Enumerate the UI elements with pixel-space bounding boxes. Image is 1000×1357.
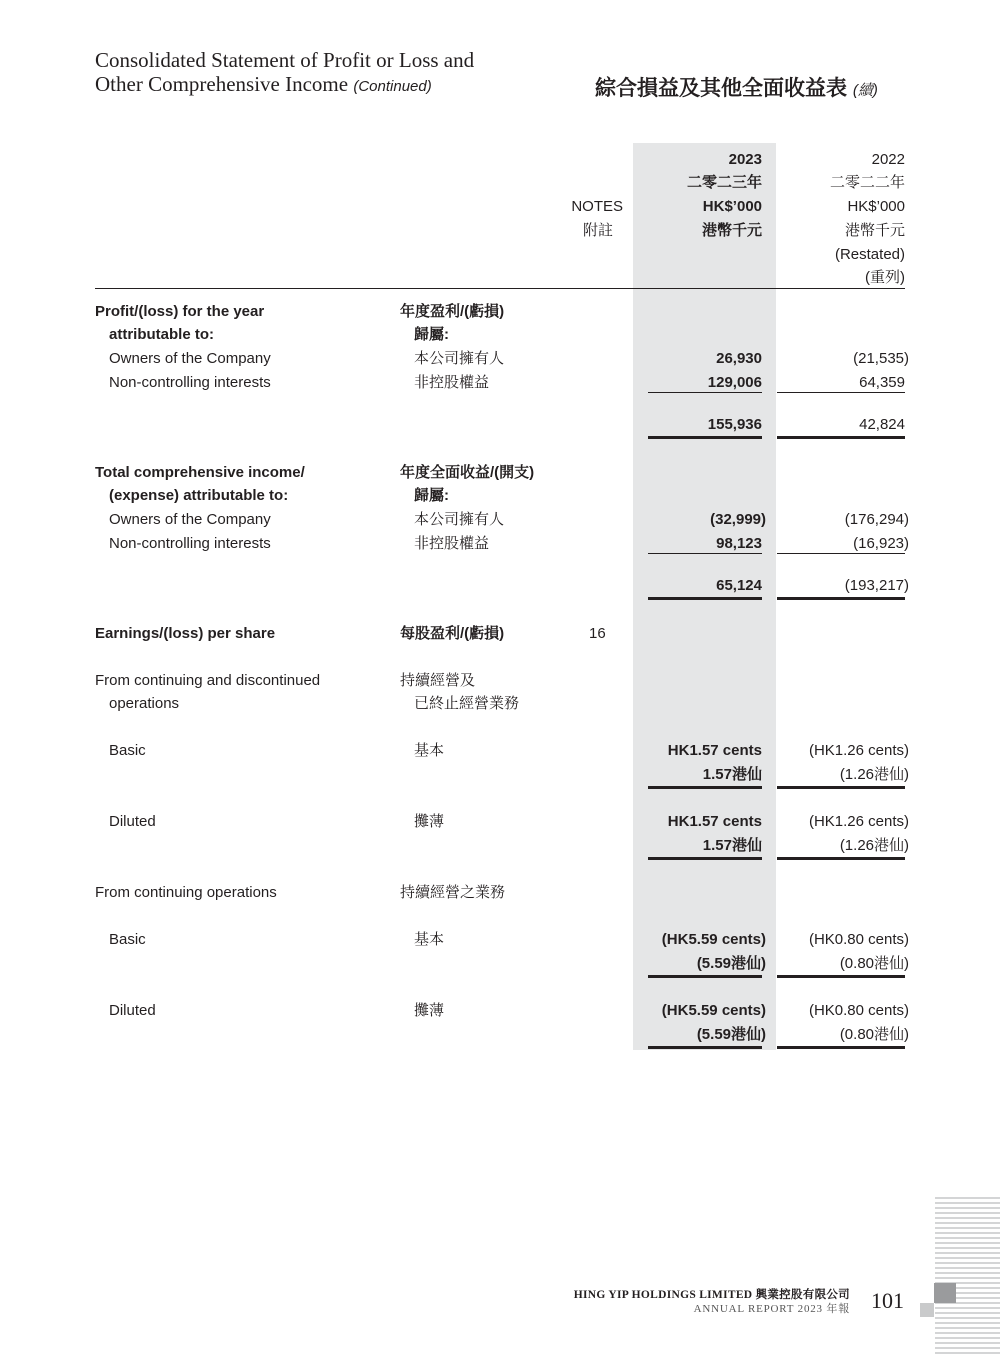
profit-total-2023: 155,936 bbox=[707, 416, 762, 433]
eps-cd-diluted-2022: (HK1.26 cents) bbox=[808, 813, 909, 830]
profit-total-2022: 42,824 bbox=[859, 416, 905, 433]
tci-nci-label-zh: 非控股權益 bbox=[414, 535, 490, 552]
eps-c-basic-2022: (HK0.80 cents) bbox=[808, 931, 909, 948]
profit-title-zh-2: 歸屬: bbox=[414, 326, 449, 343]
col-2022-unit-zh: 港幣千元 bbox=[844, 222, 905, 239]
eps-c-basic-label-en: Basic bbox=[109, 931, 146, 948]
tci-owners-2023: (32,999) bbox=[710, 511, 766, 528]
page-title-en bbox=[95, 48, 474, 99]
profit-title-en-1: Profit/(loss) for the year bbox=[95, 303, 265, 320]
tci-title-zh-2: 歸屬: bbox=[414, 487, 449, 504]
eps-c-basic-2023-zh: (5.59港仙) bbox=[696, 955, 766, 972]
eps-cd-basic-2022-zh: (1.26港仙) bbox=[839, 766, 909, 783]
notes-header: NOTES bbox=[571, 198, 623, 215]
profit-subtotal-rule-2022 bbox=[777, 392, 905, 393]
profit-owners-2022: (21,535) bbox=[853, 350, 909, 367]
eps-c-diluted-rule-2022 bbox=[777, 1046, 905, 1049]
tci-title-en-1: Total comprehensive income/ bbox=[95, 464, 305, 481]
tci-owners-label-en: Owners of the Company bbox=[109, 511, 271, 528]
eps-c-basic-2023: (HK5.59 cents) bbox=[661, 931, 766, 948]
header-rule bbox=[95, 288, 905, 289]
col-2022-restated: (Restated) bbox=[834, 246, 905, 263]
profit-nci-2023: 129,006 bbox=[707, 374, 762, 391]
profit-title-zh-1: 年度盈利/(虧損) bbox=[400, 303, 505, 320]
profit-nci-2022: 64,359 bbox=[859, 374, 905, 391]
eps-c-diluted-label-en: Diluted bbox=[109, 1002, 156, 1019]
tci-total-2022: (193,217) bbox=[844, 577, 909, 594]
eps-title-en: Earnings/(loss) per share bbox=[95, 625, 276, 642]
eps-cd-basic-2023-zh: 1.57港仙 bbox=[702, 766, 762, 783]
eps-cd-basic-rule-2023 bbox=[648, 786, 762, 789]
title-zh: 綜合損益及其他全面收益表 bbox=[595, 77, 847, 100]
eps-cd-basic-rule-2022 bbox=[777, 786, 905, 789]
profit-nci-label-zh: 非控股權益 bbox=[414, 374, 490, 391]
eps-c-diluted-2023-zh: (5.59港仙) bbox=[696, 1026, 766, 1043]
page-title-zh bbox=[595, 72, 878, 102]
tci-nci-2023: 98,123 bbox=[716, 535, 762, 552]
eps-title-zh: 每股盈利/(虧損) bbox=[400, 625, 505, 642]
eps-cd-diluted-2023-zh: 1.57港仙 bbox=[702, 837, 762, 854]
col-2022-unit: HK$’000 bbox=[847, 198, 905, 215]
eps-cd-diluted-rule-2022 bbox=[777, 857, 905, 860]
eps-note-ref: 16 bbox=[589, 625, 606, 642]
decorative-square-dark bbox=[934, 1283, 956, 1303]
eps-cd-basic-2023: HK1.57 cents bbox=[667, 742, 762, 759]
tci-title-zh-1: 年度全面收益/(開支) bbox=[400, 464, 535, 481]
eps-cd-label-zh-2: 已終止經營業務 bbox=[414, 695, 520, 712]
profit-subtotal-rule-2023 bbox=[648, 392, 762, 393]
eps-c-diluted-2022: (HK0.80 cents) bbox=[808, 1002, 909, 1019]
tci-total-rule-2023 bbox=[648, 597, 762, 600]
profit-owners-label-en: Owners of the Company bbox=[109, 350, 271, 367]
eps-cd-basic-label-en: Basic bbox=[109, 742, 146, 759]
eps-c-diluted-2023: (HK5.59 cents) bbox=[661, 1002, 766, 1019]
tci-total-rule-2022 bbox=[777, 597, 905, 600]
eps-c-diluted-2022-zh: (0.80港仙) bbox=[839, 1026, 909, 1043]
col-2022-year: 2022 bbox=[871, 151, 905, 168]
eps-cd-diluted-2023: HK1.57 cents bbox=[667, 813, 762, 830]
col-2022-restated-zh: (重列) bbox=[865, 269, 905, 286]
tci-nci-2022: (16,923) bbox=[853, 535, 909, 552]
profit-owners-label-zh: 本公司擁有人 bbox=[414, 350, 505, 367]
eps-c-diluted-label-zh: 攤薄 bbox=[414, 1002, 445, 1019]
tci-subtotal-rule-2022 bbox=[777, 553, 905, 554]
title-en-line2: Other Comprehensive Income bbox=[95, 72, 349, 96]
eps-c-basic-2022-zh: (0.80港仙) bbox=[839, 955, 909, 972]
eps-c-basic-label-zh: 基本 bbox=[414, 931, 445, 948]
eps-cd-diluted-label-zh: 攤薄 bbox=[414, 813, 445, 830]
eps-cd-diluted-label-en: Diluted bbox=[109, 813, 156, 830]
eps-cd-label-en-2: operations bbox=[109, 695, 180, 712]
eps-c-diluted-rule-2023 bbox=[648, 1046, 762, 1049]
col-2022-year-zh: 二零二二年 bbox=[829, 174, 905, 191]
title-en-line1: Consolidated Statement of Profit or Loss and bbox=[95, 48, 475, 72]
tci-subtotal-rule-2023 bbox=[648, 553, 762, 554]
tci-title-en-2: (expense) attributable to: bbox=[109, 487, 289, 504]
col-2023-year: 2023 bbox=[728, 151, 762, 168]
col-2023-unit: HK$’000 bbox=[702, 198, 762, 215]
profit-nci-label-en: Non-controlling interests bbox=[109, 374, 271, 391]
tci-nci-label-en: Non-controlling interests bbox=[109, 535, 271, 552]
tci-owners-2022: (176,294) bbox=[844, 511, 909, 528]
decorative-square-light bbox=[920, 1303, 934, 1317]
notes-header-zh: 附註 bbox=[582, 222, 613, 239]
decorative-stripes bbox=[935, 1197, 1000, 1357]
eps-cd-diluted-rule-2023 bbox=[648, 857, 762, 860]
eps-cd-basic-label-zh: 基本 bbox=[414, 742, 445, 759]
page-number: 101 bbox=[871, 1288, 904, 1313]
col-2023-year-zh: 二零二三年 bbox=[686, 174, 762, 191]
footer-company: HING YIP HOLDINGS LIMITED 興業控股有限公司 bbox=[573, 1289, 850, 1301]
footer-report: ANNUAL REPORT 2023 年報 bbox=[693, 1303, 850, 1315]
profit-title-en-2: attributable to: bbox=[109, 326, 214, 343]
tci-owners-label-zh: 本公司擁有人 bbox=[414, 511, 505, 528]
eps-cd-basic-2022: (HK1.26 cents) bbox=[808, 742, 909, 759]
eps-c-label-zh: 持續經營之業務 bbox=[400, 884, 506, 901]
eps-cd-label-en-1: From continuing and discontinued bbox=[95, 672, 321, 689]
continued-zh: (續) bbox=[852, 82, 878, 99]
col-2023-unit-zh: 港幣千元 bbox=[701, 222, 762, 239]
continued-en: (Continued) bbox=[353, 78, 432, 95]
tci-total-2023: 65,124 bbox=[716, 577, 762, 594]
profit-total-rule-2023 bbox=[648, 436, 762, 439]
eps-c-basic-rule-2022 bbox=[777, 975, 905, 978]
profit-total-rule-2022 bbox=[777, 436, 905, 439]
eps-c-basic-rule-2023 bbox=[648, 975, 762, 978]
profit-owners-2023: 26,930 bbox=[716, 350, 762, 367]
eps-c-label-en: From continuing operations bbox=[95, 884, 277, 901]
eps-cd-label-zh-1: 持續經營及 bbox=[400, 672, 476, 689]
eps-cd-diluted-2022-zh: (1.26港仙) bbox=[839, 837, 909, 854]
